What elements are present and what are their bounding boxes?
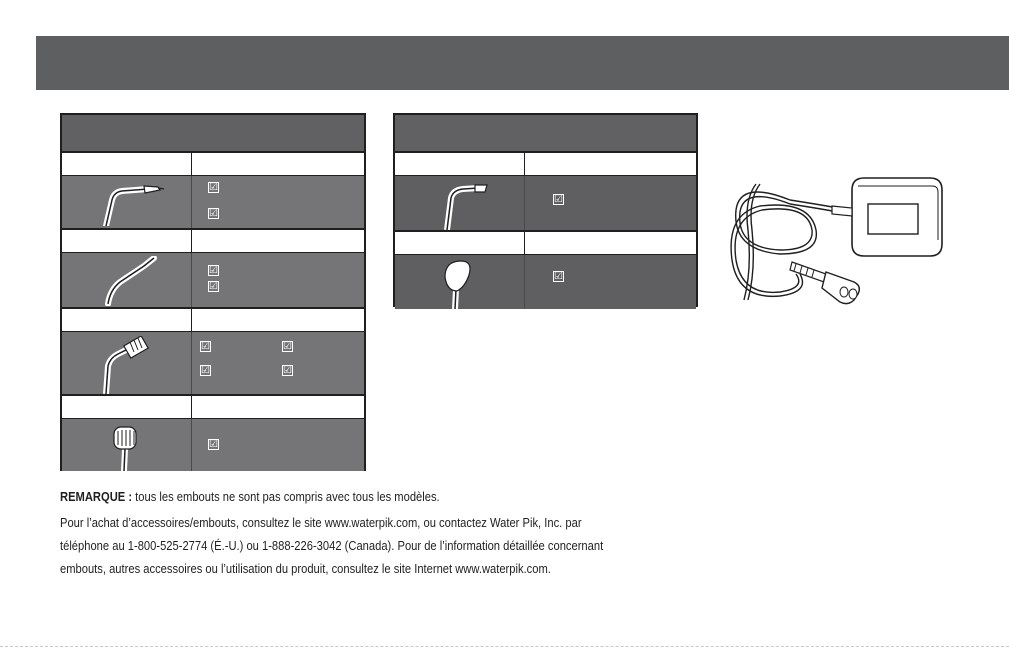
check-icon: ☑ [201, 341, 210, 352]
table-row-header [62, 153, 364, 176]
check-icon: ☑ [201, 365, 210, 376]
table-row [62, 332, 364, 396]
table-row [62, 419, 364, 471]
table-row-header [62, 230, 364, 253]
purchase-line-2: téléphone au 1-800-525-2774 (É.-U.) ou 1-888-226-3042 (Canada). Pour de l’information détaillée concernant [60, 538, 604, 553]
check-icon: ☑ [209, 439, 218, 450]
note-label: REMARQUE : [60, 489, 133, 504]
note-text [60, 489, 440, 504]
plaque-seeker-tip-icon [100, 180, 170, 226]
tips-table-left [60, 113, 366, 471]
check-icon: ☑ [209, 182, 218, 193]
table-row-header [62, 396, 364, 419]
pik-pocket-tip-icon [102, 256, 162, 306]
table-row-header [62, 309, 364, 332]
page-edge-divider [0, 646, 1009, 647]
table-row [395, 176, 696, 232]
check-icon: ☑ [283, 341, 292, 352]
check-icon: ☑ [554, 271, 563, 282]
table-row-header [395, 153, 696, 176]
check-icon: ☑ [209, 281, 218, 292]
note-body: tous les embouts ne sont pas compris avec tous les modèles. [132, 489, 440, 504]
check-icon: ☑ [283, 365, 292, 376]
toothbrush-tip-icon [106, 423, 146, 471]
table-row [62, 176, 364, 230]
table-header [62, 115, 364, 153]
header-bar [36, 36, 1009, 90]
purchase-line-1: Pour l’achat d’accessoires/embouts, consultez le site www.waterpik.com, ou contactez Water Pik, Inc. par [60, 515, 582, 530]
classic-jet-tip-icon [439, 180, 495, 230]
tongue-cleaner-tip-icon [439, 257, 479, 309]
purchase-line-3: embouts, autres accessoires ou l’utilisation du produit, consultez le site Internet www.waterpik.com. [60, 561, 551, 576]
orthodontic-tip-icon [100, 336, 160, 394]
table-header [395, 115, 696, 153]
power-adapter-cord-icon [720, 170, 950, 310]
check-icon: ☑ [209, 265, 218, 276]
check-icon: ☑ [209, 208, 218, 219]
check-icon: ☑ [554, 194, 563, 205]
tips-table-right [393, 113, 698, 307]
table-row [62, 253, 364, 309]
table-row [395, 255, 696, 309]
table-row-header [395, 232, 696, 255]
